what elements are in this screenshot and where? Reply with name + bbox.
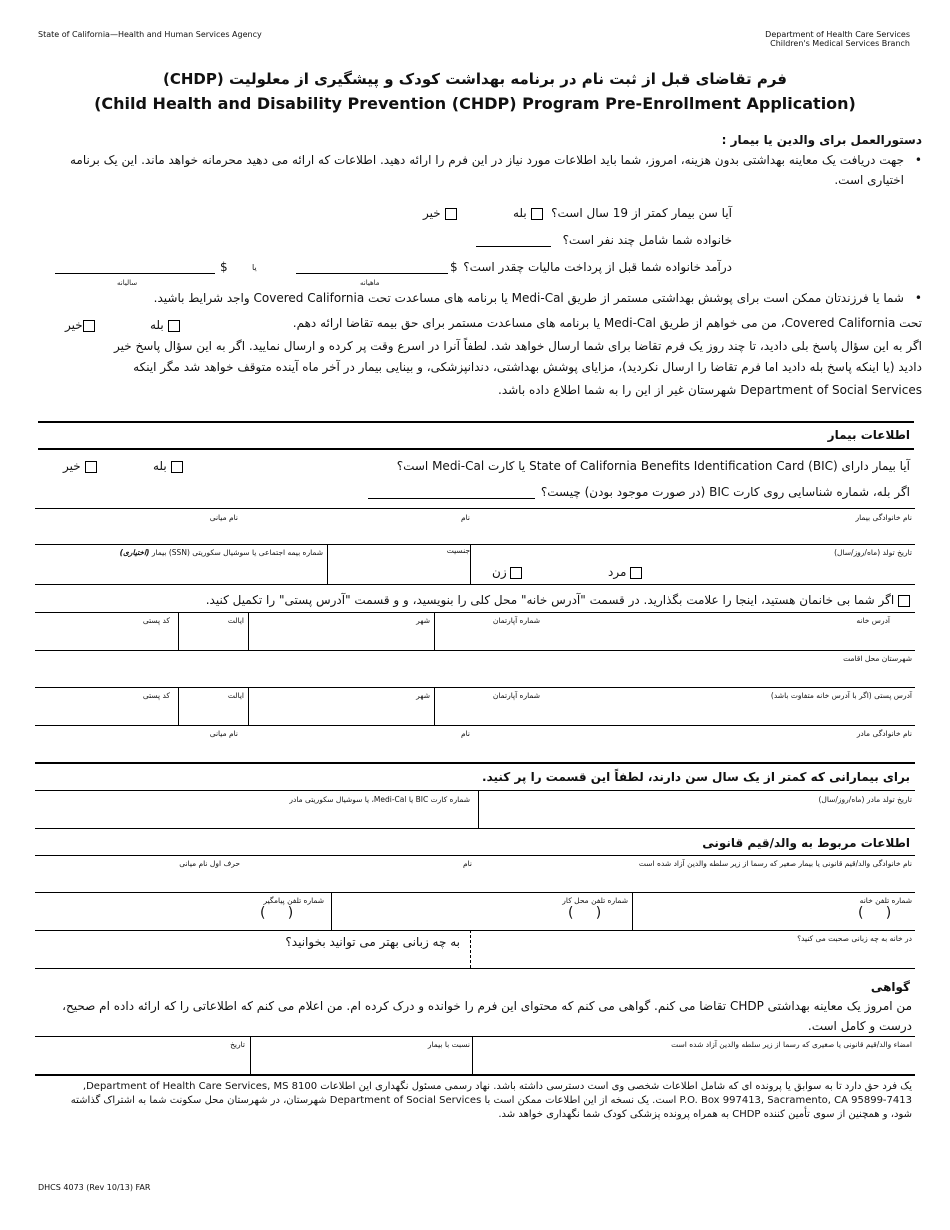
homeless-checkbox[interactable]	[898, 595, 910, 607]
privacy-line-1: یک فرد حق دارد تا به سوابق یا پرونده ای که شامل اطلاعات شخصی وی است دسترسی داشته باشد. نهاد رسمی مسئول نگهداری این اطلاعات Department of Health Care Services, MS 8100,	[82, 1081, 912, 1092]
section-divider	[35, 762, 915, 764]
dob-label: تاریخ تولد (ماه/روز/سال)	[834, 548, 912, 557]
patient-section-heading: اطلاعات بیمار	[827, 428, 910, 442]
column-line	[178, 612, 179, 650]
mother-first-name-label: نام	[460, 729, 470, 738]
mailing-city-label: شهر	[416, 691, 430, 700]
dashed-divider	[470, 930, 471, 968]
home-phone-label: شماره تلفن خانه	[859, 896, 912, 905]
section-divider	[38, 421, 914, 423]
row-line	[35, 650, 915, 651]
department-name: Department of Health Care Services	[765, 30, 910, 39]
home-phone-field[interactable]: ( )	[858, 905, 892, 921]
bullet-2-line-5: Department of Social Services شهرستان غیر از این را به شما اطلاع داده باشد.	[498, 383, 922, 397]
question-income: درآمد خانواده شما قبل از پرداخت مالیات چقدر است؟	[463, 260, 732, 274]
coverage-no-checkbox[interactable]	[83, 320, 95, 332]
age-no-option[interactable]: خیر	[423, 203, 457, 223]
mother-dob-label: تاریخ تولد مادر (ماه/روز/سال)	[818, 795, 912, 804]
row-line	[35, 1036, 915, 1037]
row-line	[35, 687, 915, 688]
guardian-section-heading: اطلاعات مربوط به والد/قیم قانونی	[702, 836, 910, 850]
pager-label: شماره تلفن پیامگیر	[263, 896, 324, 905]
coverage-yes-option[interactable]: بله	[150, 315, 180, 335]
question-household: خانواده شما شامل چند نفر است؟	[562, 233, 732, 247]
title-english: (Child Health and Disability Prevention (CHDP) Program Pre-Enrollment Application)	[94, 94, 856, 113]
privacy-notice	[22, 1080, 912, 1122]
homeless-option[interactable]: اگر شما بی خانمان هستید، اینجا را علامت بگذارید. در قسمت "آدرس خانه" محل کلی را بنویسید، و و قسمت "آدرس پستی" را تکمیل کنید.	[206, 590, 910, 610]
gender-label: جنسیت	[446, 546, 470, 555]
row-line	[35, 968, 915, 969]
yearly-dollar-sign: $	[220, 260, 228, 274]
privacy-line-2: P.O. Box 997413, Sacramento, CA 95899-7413 است. یک نسخه از این اطلاعات ممکن است با Department of Social Services شهرستان، در شهرستان محل سکونت شما به اشتراک گذاشته	[70, 1095, 912, 1106]
question-bic: آیا بیمار دارای State of California Benefits Identification Card (BIC) یا کارت Medi-Cal است؟	[396, 459, 910, 473]
guardian-first-name-label: نام	[462, 859, 472, 868]
yearly-label: سالیانه	[117, 279, 138, 287]
column-line	[331, 892, 332, 930]
monthly-income-field[interactable]	[296, 273, 448, 274]
age-yes-option[interactable]: بله	[513, 203, 543, 223]
signature-label: امضاء والد/قیم قانونی یا صغیری که رسما از زیر سلطه والدین آزاد شده است	[671, 1040, 912, 1049]
certification-line-1: من امروز یک معاینه بهداشتی CHDP تقاضا می کنم. گواهی می کنم که محتوای این فرم را خوانده و درک کرده ام. من اعلام می کنم که اطلاعاتی را که ارائه داده ام صحیح،	[62, 999, 912, 1013]
coverage-yes-checkbox[interactable]	[168, 320, 180, 332]
bullet-2-line-4: دادید (یا اینکه پاسخ بله دادید اما فرم تقاضا را ارسال نکردید)، مزایای پوشش بهداشتی، دندانپزشکی، و بینایی بیمار در آخر ماه آینده متوقف خواهد شد مگر اینکه	[133, 360, 922, 374]
row-line	[35, 584, 915, 585]
patient-first-name-label: نام	[460, 513, 470, 522]
work-phone-field[interactable]: ( )	[568, 905, 602, 921]
infant-section-heading: برای بیمارانی که کمتر از یک سال سن دارند، لطفاً این قسمت را پر کنید.	[482, 770, 910, 784]
age-yes-checkbox[interactable]	[531, 208, 543, 220]
bic-yes-checkbox[interactable]	[171, 461, 183, 473]
bic-number-field[interactable]	[368, 498, 535, 499]
section-divider	[38, 448, 914, 450]
title-farsi: فرم تقاضای قبل از ثبت نام در برنامه بهداشت کودک و پیشگیری از معلولیت (CHDP)	[163, 70, 787, 88]
lang-home-label: در خانه به چه زبانی صحبت می کنید؟	[797, 934, 912, 943]
column-line	[434, 612, 435, 650]
apt-label: شماره آپارتمان	[492, 616, 540, 625]
ssn-label: شماره بیمه اجتماعی یا سوشیال سکوریتی (SSN) بیمار (اختیاری)	[119, 548, 323, 557]
bic-no-checkbox[interactable]	[85, 461, 97, 473]
row-line	[35, 790, 915, 791]
row-line	[35, 544, 915, 545]
branch-name: Children's Medical Services Branch	[770, 39, 910, 48]
column-line	[478, 790, 479, 828]
yearly-income-field[interactable]	[55, 273, 215, 274]
bullet-2-line-2: تحت Covered California، من می خواهم از طریق Medi-Cal یا برنامه های مساعدت مستمر برای حق بیمه تقاضا ارائه دهم.	[292, 316, 922, 330]
column-line	[248, 687, 249, 725]
certification-line-2: درست و کامل است.	[807, 1019, 912, 1033]
date-label: تاریخ	[230, 1040, 245, 1049]
mother-last-name-label: نام خانوادگی مادر	[856, 729, 912, 738]
column-line	[248, 612, 249, 650]
bullet-1-text: جهت دریافت یک معاینه بهداشتی بدون هزینه، امروز، شما باید اطلاعات مورد نیاز در این فرم را ارائه دهید. اطلاعات که ارائه می دهید محرمانه خواهد ماند. این یک برنامه اختیاری است.	[69, 153, 904, 187]
column-line	[434, 687, 435, 725]
department-header	[765, 30, 910, 48]
patient-last-name-label: نام خانوادگی بیمار	[855, 513, 912, 522]
patient-middle-name-label: نام میانی	[209, 513, 238, 522]
mailing-address-label: آدرس پستی (اگر با آدرس خانه متفاوت باشد)	[770, 691, 912, 700]
bic-yes-option[interactable]: بله	[153, 456, 183, 476]
column-line	[178, 687, 179, 725]
gender-female-option[interactable]: زن	[492, 562, 522, 582]
bullet-2-line-3: اگر به این سؤال پاسخ بلی دادید، تا چند روز یک فرم تقاضا برای شما ارسال خواهد شد. لطفاً آنرا در اسرع وقت پر کرده و ارسال نمایید. اگر به این سؤال پاسخ خیر	[114, 339, 922, 353]
section-divider	[35, 1074, 915, 1076]
coverage-no-option[interactable]: خیر	[65, 315, 95, 335]
home-address-label: آدرس خانه	[856, 616, 890, 625]
instructions-bullet-2: • شما یا فرزندتان ممکن است برای پوشش بهداشتی مستمر از طریق Medi-Cal یا برنامه های مساعدت تحت Covered California واجد شرایط باشید.	[32, 288, 922, 308]
relationship-label: نسبت با بیمار	[427, 1040, 470, 1049]
bic-no-option[interactable]: خیر	[63, 456, 97, 476]
row-line	[35, 612, 915, 613]
privacy-line-3: شود، و همچنین از سوی تأمین کننده CHDP به همراه پرونده پزشکی کودک شما نگهداری خواهد شد.	[498, 1109, 912, 1120]
city-label: شهر	[416, 616, 430, 625]
female-checkbox[interactable]	[510, 567, 522, 579]
mailing-apt-label: شماره آپارتمان	[492, 691, 540, 700]
column-line	[472, 1036, 473, 1074]
household-size-field[interactable]	[476, 246, 551, 247]
row-line	[35, 930, 915, 931]
column-line	[327, 544, 328, 584]
state-label: ایالت	[227, 616, 244, 625]
instructions-heading: دستورالعمل برای والدین یا بیمار :	[721, 133, 922, 147]
mailing-state-label: ایالت	[227, 691, 244, 700]
row-line	[35, 828, 915, 829]
form-id: DHCS 4073 (Rev 10/13) FAR	[38, 1183, 151, 1192]
guardian-last-name-label: نام خانوادگی والد/قیم قانونی یا بیمار صغیر که رسما از زیر سلطه والدین آزاد شده است	[638, 859, 912, 868]
agency-header: State of California—Health and Human Services Agency	[38, 30, 262, 39]
zip-label: کد پستی	[142, 616, 170, 625]
mother-id-label: شماره کارت BIC یا Medi-Cal، یا سوشیال سکوریتی مادر	[289, 795, 470, 804]
row-line	[35, 725, 915, 726]
instructions-bullet-1: • جهت دریافت یک معاینه بهداشتی بدون هزینه، امروز، شما باید اطلاعات مورد نیاز در این فرم را ارائه دهید. اطلاعات که ارائه می دهید محرمانه خواهد ماند. این یک برنامه اختیاری است.	[32, 150, 922, 190]
row-line	[35, 892, 915, 893]
row-line	[35, 855, 915, 856]
pager-field[interactable]: ( )	[260, 905, 294, 921]
question-bic-number: اگر بله، شماره شناسایی روی کارت BIC (در صورت موجود بودن) چیست؟	[540, 485, 910, 499]
mailing-zip-label: کد پستی	[142, 691, 170, 700]
gender-male-option[interactable]: مرد	[608, 562, 642, 582]
male-checkbox[interactable]	[630, 567, 642, 579]
mother-middle-name-label: نام میانی	[209, 729, 238, 738]
guardian-middle-initial-label: حرف اول نام میانی	[179, 859, 240, 868]
column-line	[250, 1036, 251, 1074]
lang-read-label: به چه زبانی بهتر می توانید بخوانید؟	[285, 935, 460, 949]
age-no-checkbox[interactable]	[445, 208, 457, 220]
work-phone-label: شماره تلفن محل کار	[562, 896, 628, 905]
column-line	[470, 544, 471, 584]
bullet-2-line-1: شما یا فرزندتان ممکن است برای پوشش بهداشتی مستمر از طریق Medi-Cal یا برنامه های مساعدت تحت Covered California واجد شرایط باشید.	[153, 291, 904, 305]
county-label: شهرستان محل اقامت	[843, 654, 912, 663]
or-label: یا	[252, 263, 257, 272]
monthly-dollar-sign: $	[450, 260, 458, 274]
certification-heading: گواهی	[870, 980, 910, 994]
monthly-label: ماهیانه	[360, 279, 380, 287]
question-age: آیا سن بیمار کمتر از 19 سال است؟	[551, 206, 732, 220]
row-line	[35, 508, 915, 509]
column-line	[632, 892, 633, 930]
